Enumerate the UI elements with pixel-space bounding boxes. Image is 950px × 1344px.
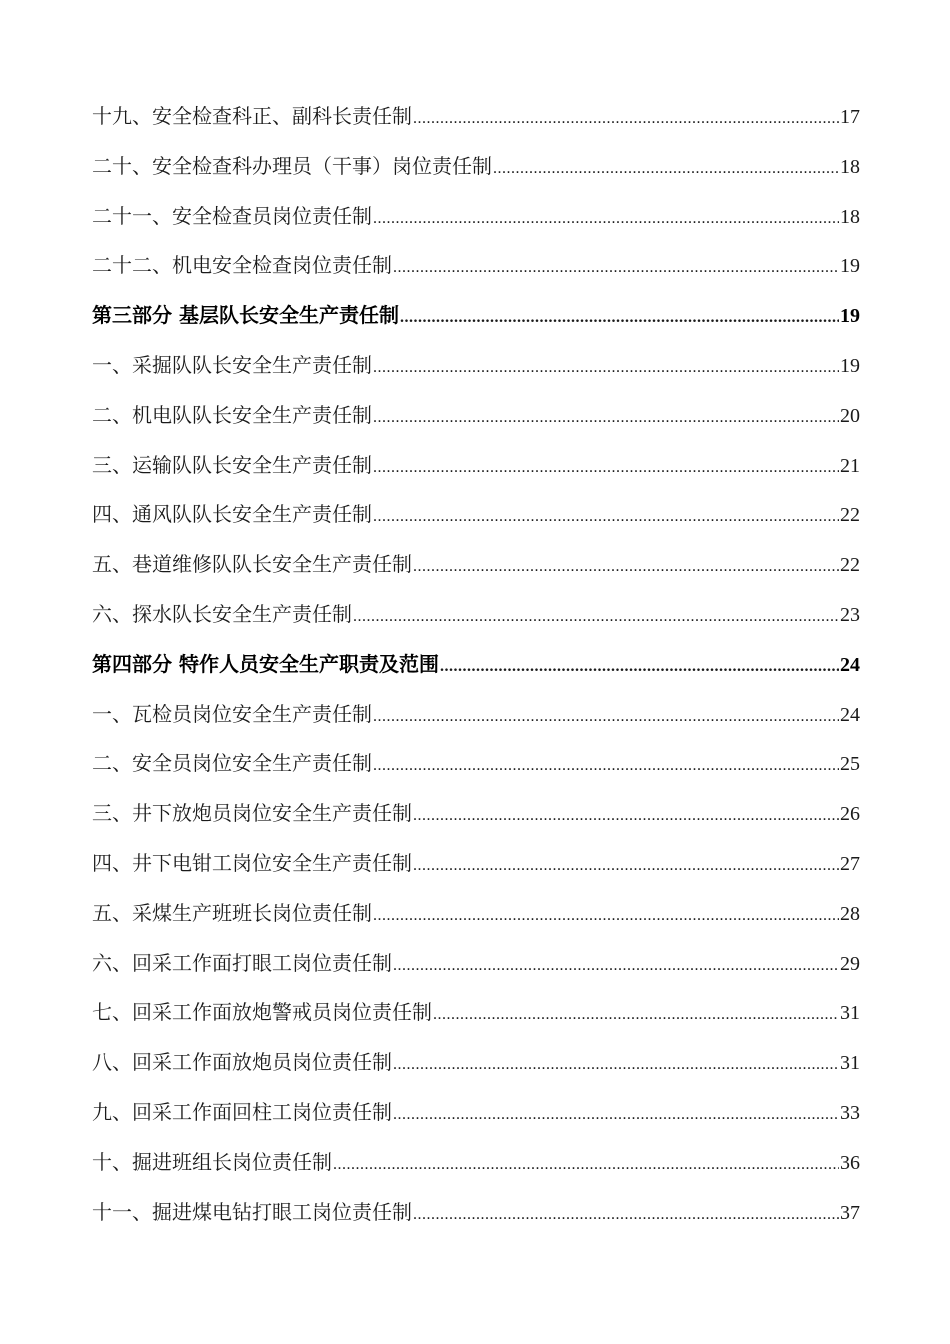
toc-entry-title: 第四部分 特作人员安全生产职责及范围 [92, 651, 439, 676]
toc-part-heading[interactable] [92, 648, 860, 698]
toc-page-number: 23 [840, 603, 860, 626]
toc-dot-leader [413, 807, 839, 825]
toc-dot-leader [400, 309, 839, 327]
toc-entry-title: 二十、安全检查科办理员（干事）岗位责任制 [92, 153, 492, 178]
toc-page-number: 31 [840, 1052, 860, 1075]
toc-entry[interactable] [92, 947, 860, 997]
toc-entry-title: 第三部分 基层队长安全生产责任制 [92, 303, 399, 328]
toc-dot-leader [373, 708, 839, 726]
toc-page-number: 20 [840, 404, 860, 427]
toc-dot-leader [413, 110, 839, 128]
toc-entry-title: 六、回采工作面打眼工岗位责任制 [92, 950, 392, 975]
toc-entry[interactable] [92, 100, 860, 150]
toc-page-number: 27 [840, 852, 860, 875]
toc-entry[interactable] [92, 797, 860, 847]
toc-page-number: 17 [840, 106, 860, 128]
toc-dot-leader [413, 857, 839, 875]
toc-page-number: 22 [840, 504, 860, 527]
toc-entry-title: 十一、掘进煤电钻打眼工岗位责任制 [92, 1199, 412, 1224]
toc-page-number: 21 [840, 454, 860, 477]
toc-entry-title: 三、运输队队长安全生产责任制 [92, 452, 372, 477]
toc-dot-leader [373, 757, 839, 775]
toc-entry-title: 三、井下放炮员岗位安全生产责任制 [92, 801, 412, 826]
toc-entry[interactable] [92, 1196, 860, 1246]
toc-entry[interactable] [92, 847, 860, 897]
toc-page-number: 19 [840, 305, 860, 328]
toc-dot-leader [393, 957, 839, 975]
toc-page-number: 25 [840, 753, 860, 776]
toc-page-number: 26 [840, 803, 860, 826]
toc-page-number: 24 [840, 703, 860, 726]
toc-page-number: 31 [840, 1002, 860, 1025]
toc-dot-leader [393, 1106, 839, 1124]
toc-page-number: 18 [840, 205, 860, 228]
toc-entry[interactable] [92, 249, 860, 299]
toc-entry[interactable] [92, 200, 860, 250]
toc-dot-leader [373, 508, 839, 526]
toc-dot-leader [373, 210, 839, 228]
toc-entry[interactable] [92, 548, 860, 598]
toc-entry-title: 四、通风队队长安全生产责任制 [92, 502, 372, 527]
toc-entry-title: 一、采掘队队长安全生产责任制 [92, 352, 372, 377]
toc-dot-leader [353, 608, 839, 626]
toc-page-number: 29 [840, 952, 860, 975]
toc-entry-title: 二十二、机电安全检查岗位责任制 [92, 253, 392, 278]
toc-dot-leader [433, 1006, 839, 1024]
toc-entry-title: 二、机电队队长安全生产责任制 [92, 402, 372, 427]
table-of-contents [92, 100, 860, 1245]
toc-page-number: 24 [840, 653, 860, 676]
toc-entry-title: 一、瓦检员岗位安全生产责任制 [92, 701, 372, 726]
toc-entry[interactable] [92, 1046, 860, 1096]
toc-dot-leader [373, 459, 839, 477]
toc-entry[interactable] [92, 996, 860, 1046]
toc-entry-title: 五、巷道维修队队长安全生产责任制 [92, 552, 412, 577]
toc-entry[interactable] [92, 897, 860, 947]
toc-entry-title: 六、探水队长安全生产责任制 [92, 601, 352, 626]
toc-entry[interactable] [92, 399, 860, 449]
toc-dot-leader [333, 1156, 839, 1174]
toc-page-number: 33 [840, 1101, 860, 1124]
toc-part-heading[interactable] [92, 299, 860, 349]
toc-dot-leader [440, 658, 839, 676]
toc-entry[interactable] [92, 150, 860, 200]
toc-entry[interactable] [92, 1096, 860, 1146]
toc-dot-leader [493, 160, 839, 178]
toc-page-number: 18 [840, 155, 860, 178]
toc-entry-title: 四、井下电钳工岗位安全生产责任制 [92, 850, 412, 875]
toc-dot-leader [373, 359, 839, 377]
toc-page-number: 22 [840, 554, 860, 577]
toc-dot-leader [373, 907, 839, 925]
toc-entry-title: 七、回采工作面放炮警戒员岗位责任制 [92, 1000, 432, 1025]
toc-entry[interactable] [92, 498, 860, 548]
toc-page-number: 19 [840, 255, 860, 278]
toc-entry-title: 十九、安全检查科正、副科长责任制 [92, 104, 412, 128]
toc-dot-leader [373, 409, 839, 427]
toc-entry[interactable] [92, 1146, 860, 1196]
toc-dot-leader [393, 259, 839, 277]
toc-page-number: 19 [840, 354, 860, 377]
toc-page-number: 28 [840, 902, 860, 925]
toc-entry-title: 二十一、安全检查员岗位责任制 [92, 203, 372, 228]
toc-page-number: 36 [840, 1151, 860, 1174]
toc-entry-title: 五、采煤生产班班长岗位责任制 [92, 900, 372, 925]
toc-entry[interactable] [92, 698, 860, 748]
toc-entry-title: 八、回采工作面放炮员岗位责任制 [92, 1050, 392, 1075]
toc-page-number: 37 [840, 1201, 860, 1224]
toc-entry-title: 九、回采工作面回柱工岗位责任制 [92, 1099, 392, 1124]
toc-entry[interactable] [92, 598, 860, 648]
toc-entry-title: 十、掘进班组长岗位责任制 [92, 1149, 332, 1174]
toc-entry[interactable] [92, 747, 860, 797]
toc-dot-leader [413, 558, 839, 576]
toc-dot-leader [393, 1056, 839, 1074]
toc-entry[interactable] [92, 349, 860, 399]
toc-dot-leader [413, 1206, 839, 1224]
toc-entry-title: 二、安全员岗位安全生产责任制 [92, 751, 372, 776]
toc-entry[interactable] [92, 449, 860, 499]
